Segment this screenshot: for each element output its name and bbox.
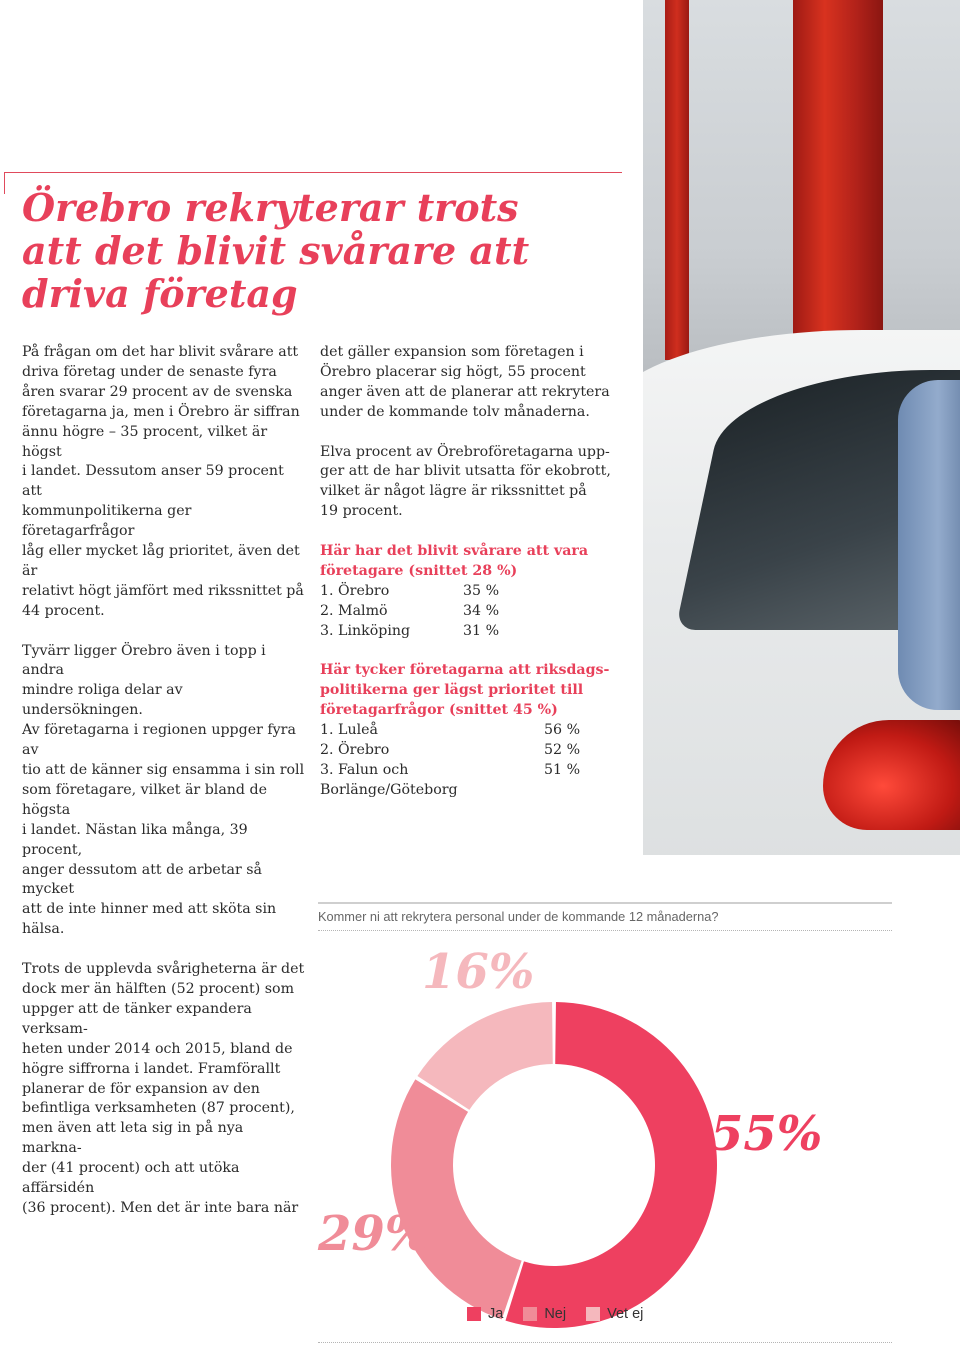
list-item-name: 3. Falun och Borlänge/Göteborg: [320, 761, 458, 798]
legend-swatch: [467, 1307, 481, 1321]
list-item-value: 56 %: [544, 722, 581, 739]
list-heading: Här tycker företagarna att riksdags- politikerna ger lägst prioritet till företagarfrågor (snittet 45 %): [320, 662, 610, 719]
body-paragraph: Trots de upplevda svårigheterna är det dock mer än hälften (52 procent) som uppger att de tänker expandera verksam- heten under 2014 och 2015, bland de högre siffrorna i landet. Framförallt planerar de för expansion av den befintliga verksamheten (87 procent), men även att leta sig in på nya markna- der (41 procent) och att utöka affärsidén (36 procent). Men det är inte bara när: [22, 961, 305, 1216]
list-item-value: 31 %: [463, 622, 500, 639]
legend-item-vet-ej: [586, 1306, 643, 1322]
legend-label: Nej: [544, 1306, 567, 1322]
article-title: Örebro rekryterar trots att det blivit svårare att driva företag: [22, 185, 530, 316]
legend-label: Ja: [488, 1306, 504, 1322]
chart-title: Kommer ni att rekrytera personal under de kommande 12 månaderna?: [318, 909, 719, 924]
list-item-value: 34 %: [463, 602, 500, 619]
list-item-value: 51 %: [544, 761, 581, 778]
slice-percent-label: 16%: [422, 944, 535, 1000]
list-item-value: 35 %: [463, 582, 500, 599]
legend-item-nej: [523, 1306, 566, 1322]
list-item-name: 2. Malmö: [320, 602, 388, 619]
list-item-name: 2. Örebro: [320, 742, 390, 759]
list-item-name: 3. Linköping: [320, 622, 411, 639]
chart-bottom-rule: [318, 1342, 892, 1343]
donut-slice-nej: [391, 1079, 522, 1319]
body-paragraph: Elva procent av Örebroföretagarna upp- ger att de har blivit utsatta för ekobrott, vilket är något lägre är rikssnittet på 19 procent.: [320, 443, 611, 520]
legend-swatch: [523, 1307, 537, 1321]
legend-label: Vet ej: [607, 1306, 644, 1322]
legend-item-ja: [467, 1306, 503, 1322]
slice-percent-label: 29%: [318, 1206, 431, 1262]
slice-percent-label: 55%: [710, 1106, 823, 1162]
body-paragraph: Tyvärr ligger Örebro även i topp i andra mindre roliga delar av undersökningen. Av företagarna i regionen uppger fyra av tio att de känner sig ensamma i sin roll som företagare, vilket är bland de högsta i landet. Nästan lika många, 39 procent, anger dessutom att de arbetar så mycket att de inte hinner med att sköta sin hälsa.: [22, 642, 305, 938]
legend-swatch: [586, 1307, 600, 1321]
body-paragraph: På frågan om det har blivit svårare att driva företag under de senaste fyra åren svarar 29 procent av de svenska företagarna ja, men i Örebro är siffran ännu högre – 35 procent, vilket är högst i landet. Dessutom anser 59 procent att kommunpolitikerna ger företagarfrågor låg eller mycket låg prioritet, även det är relativt högt jämfört med rikssnittet på 44 procent.: [22, 344, 304, 619]
list-heading: Här har det blivit svårare att vara företagare (snittet 28 %): [320, 543, 589, 579]
list-item-value: 52 %: [544, 742, 581, 759]
list-item-name: 1. Örebro: [320, 582, 390, 599]
chart-legend: [467, 1306, 643, 1322]
list-item-name: 1. Luleå: [320, 722, 378, 739]
body-paragraph: det gäller expansion som företagen i Örebro placerar sig högt, 55 procent anger även att de planerar att rekrytera under de kommande tolv månaderna.: [320, 344, 610, 420]
